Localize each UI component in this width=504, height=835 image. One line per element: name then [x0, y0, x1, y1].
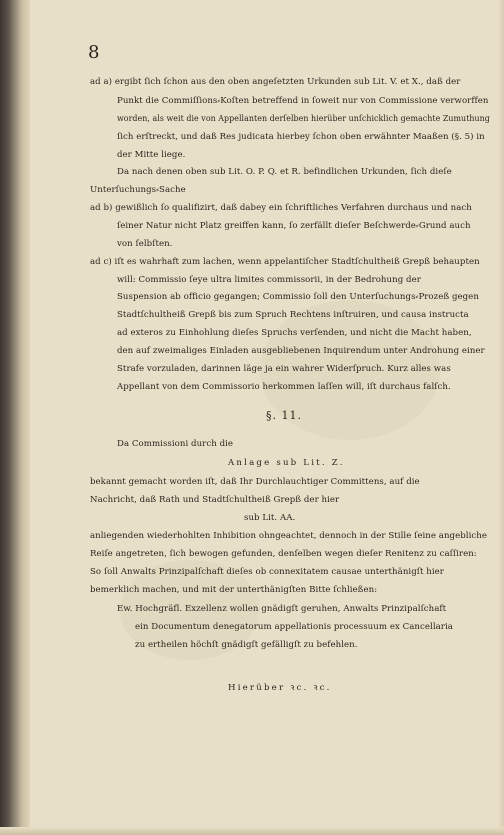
text-line: ad exteros zu Einhohlung dieſes Spruchs verſenden, und nicht die Macht haben, — [117, 328, 472, 338]
text-line: So ſoll Anwalts Prinzipalſchaft dieſes ob connexitatem causae unterthänigſt hier — [90, 567, 444, 577]
text-line: ad b) gewißlich ſo qualifizirt, daß dabey ein ſchriftliches Verfahren durchaus und nach — [90, 203, 472, 213]
text-line: bekannt gemacht worden iſt, daß Ihr Durchlauchtiger Committens, auf die — [90, 477, 420, 487]
text-line: zu ertheilen höchſt gnädigſt gefälligſt zu befehlen. — [135, 640, 358, 650]
text-line: Anlage sub Lit. Z. — [228, 458, 345, 468]
text-line: Suspension ab officio gegangen; Commissio ſoll den Unterſuchungs⸗Prozeß gegen — [117, 292, 479, 302]
closing-line: Hierüber ꝛc. ꝛc. — [228, 683, 332, 693]
text-line: Appellant von dem Commissorio herkommen laſſen will, iſt durchaus falſch. — [117, 382, 451, 392]
text-line: Nachricht, daß Rath und Stadtſchultheiß Grepß der hier — [90, 495, 340, 505]
text-line: Strafe vorzuladen, darinnen läge ja ein wahrer Widerſpruch. Kurz alles was — [117, 364, 451, 374]
text-line: der Mitte liege. — [117, 150, 186, 160]
text-line: ad a) ergibt ſich ſchon aus den oben angeſetzten Urkunden sub Lit. V. et X., daß der — [90, 77, 461, 87]
text-line: Da Commissioni durch die — [117, 439, 234, 449]
text-line: ein Documentum denegatorum appellationis processuum ex Cancellaria — [135, 622, 453, 632]
text-line: sub Lit. AA. — [244, 513, 296, 523]
text-line: worden, als weit die von Appellanten derſelben hierüber unſchicklich gemachte Zumuthung — [117, 114, 490, 123]
page-bottom-edge — [0, 827, 504, 835]
text-line: bemerklich machen, und mit der unterthänigſten Bitte ſchließen: — [90, 585, 378, 595]
text-line: Ew. Hochgräfl. Exzellenz wollen gnädigſt geruhen, Anwalts Prinzipalſchaft — [117, 604, 447, 614]
text-line: ſeiner Natur nicht Platz greiffen kann, ſo zerfällt dieſer Beſchwerde⸗Grund auch — [117, 221, 471, 231]
text-line: will: Commissio ſeye ultra limites commissorii, in der Bedrohung der — [117, 275, 421, 285]
page-edge — [498, 0, 504, 835]
text-line: von ſelbſten. — [117, 239, 173, 249]
text-line: ſich erſtreckt, und daß Res judicata hierbey ſchon oben erwähnter Maaßen (§. 5) in — [117, 132, 485, 142]
text-line: Punkt die Commiſſions⸗Koſten betreffend in ſoweit nur von Commissione verworffen — [117, 96, 489, 106]
text-line: Reiſe angetreten, ſich bewogen gefunden, denſelben wegen dieſer Renitenz zu caſſiren: — [90, 549, 477, 559]
page-number: 8 — [88, 42, 100, 63]
book-spine — [0, 0, 30, 835]
text-line: Stadtſchultheiß Grepß bis zum Spruch Rechtens inſtruiren, und causa instructa — [117, 310, 469, 320]
text-line: anliegenden wiederhohlten Inhibition ohngeachtet, dennoch in der Stille ſeine angebliche — [90, 531, 487, 541]
section-heading: §. 11. — [266, 409, 302, 422]
text-line: Unterſuchungs⸗Sache — [90, 185, 186, 195]
text-line: Da nach denen oben sub Lit. O. P. Q. et R. befindlichen Urkunden, ſich dieſe — [117, 167, 452, 177]
text-line: ad c) iſt es wahrhaft zum lachen, wenn appelantiſcher Stadtſchultheiß Grepß behaupten — [90, 257, 480, 267]
text-line: den auf zweimaliges Einladen ausgebliebenen Inquirendum unter Androhung einer — [117, 346, 485, 356]
